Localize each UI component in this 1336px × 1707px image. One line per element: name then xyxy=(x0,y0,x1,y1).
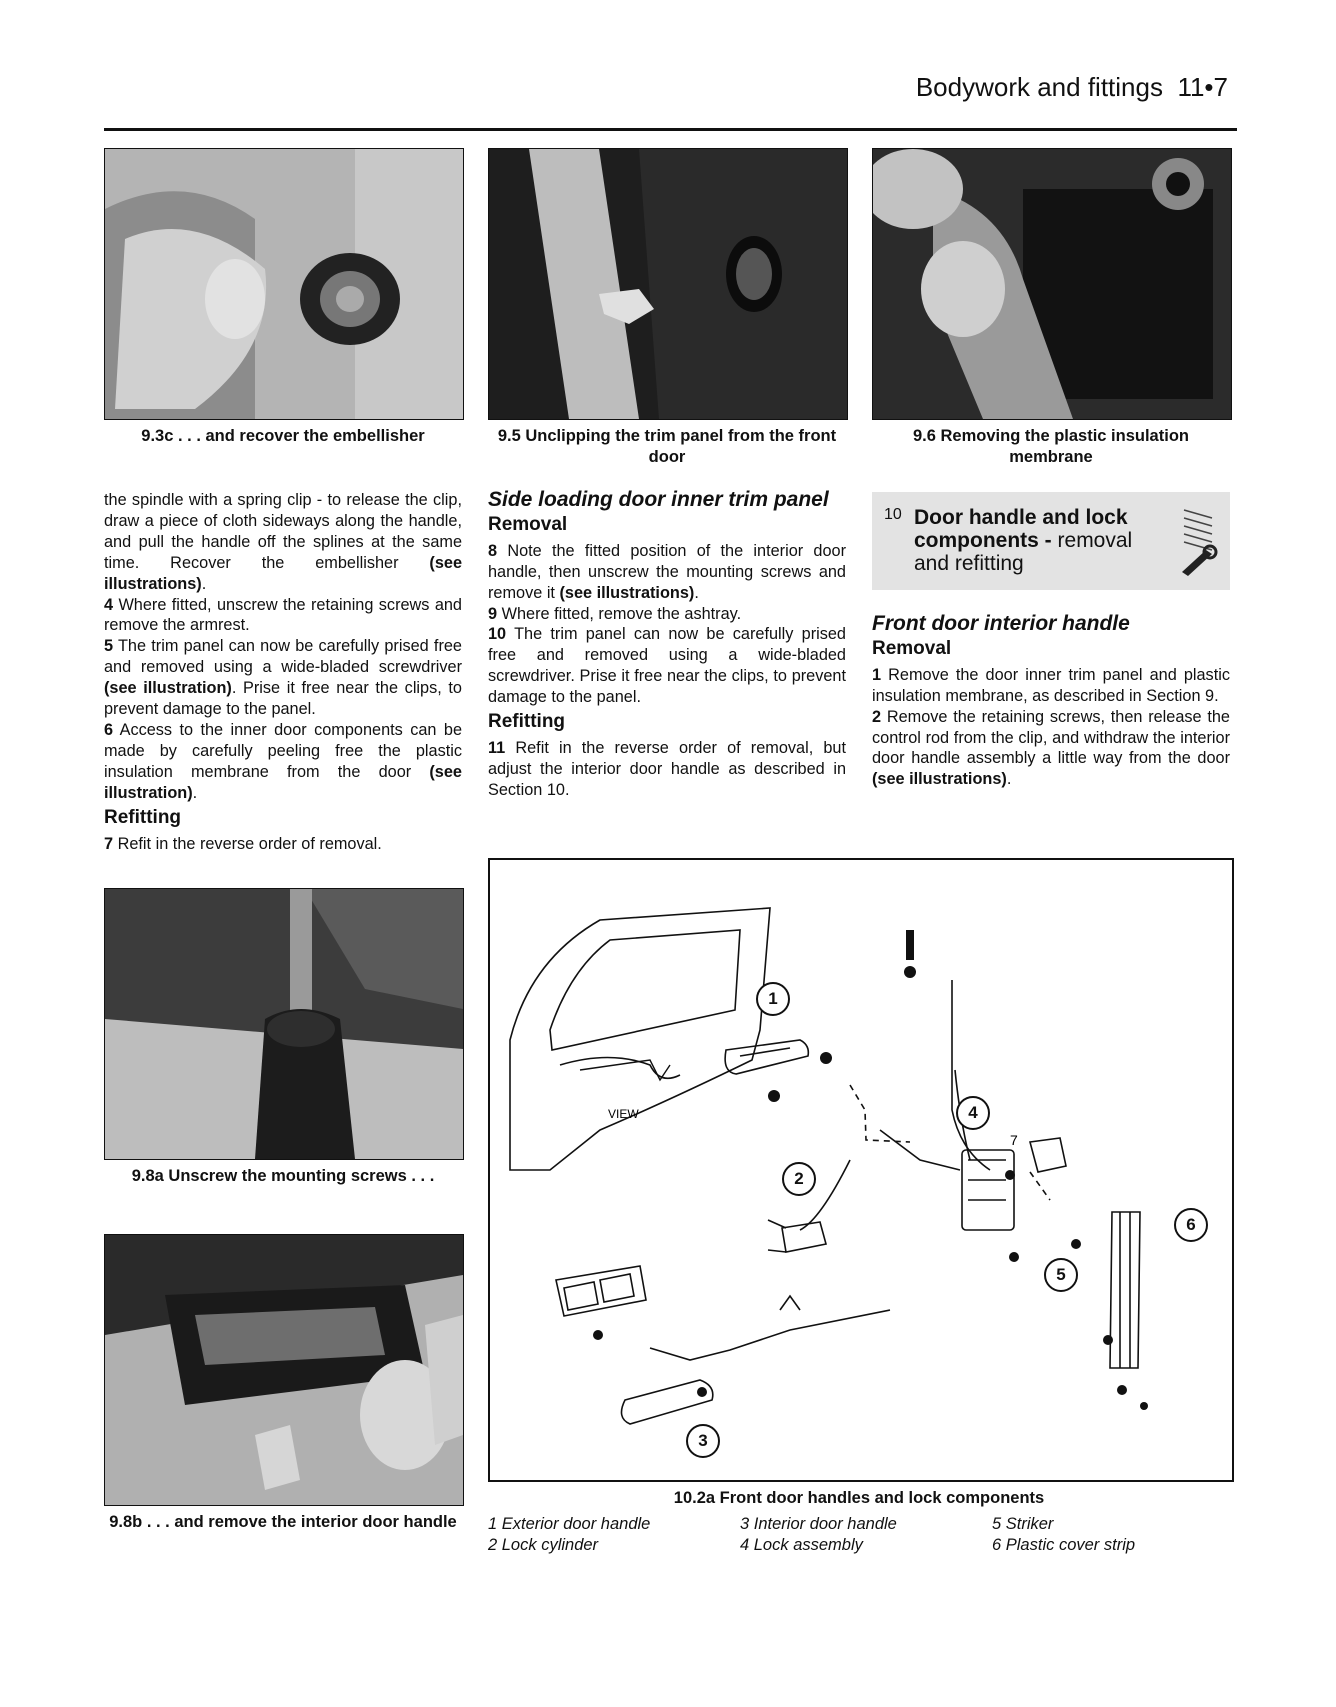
section-heading: Front door interior handle xyxy=(872,612,1130,635)
section-10-header xyxy=(872,492,1230,590)
paragraph: 10 The trim panel can now be carefully prised free and removed using a wide-bladed screwdriver. Prise it free near the clips, to prevent damage to the panel. xyxy=(488,625,846,707)
refitting-heading: Refitting xyxy=(104,806,182,828)
callout-1: 1 xyxy=(756,982,790,1016)
removal-heading: Removal xyxy=(872,637,952,659)
photo-9-3c xyxy=(104,148,464,420)
caption-10-2a: 10.2a Front door handles and lock components xyxy=(673,1489,1045,1507)
section-title: Door handle and lock components - removal and refitting xyxy=(914,506,1133,575)
paragraph: 2 Remove the retaining screws, then release the control rod from the clip, and withdraw the interior door handle assembly a little way from the door (see illustrations). xyxy=(872,707,1230,789)
caption-9-3c: 9.3c . . . and recover the embellisher xyxy=(141,427,425,445)
legend-item: 3 Interior door handle xyxy=(740,1515,897,1533)
photo-9-8a xyxy=(104,888,464,1160)
callout-2: 2 xyxy=(782,1162,816,1196)
paragraph: 8 Note the fitted position of the interior door handle, then unscrew the mounting screws and remove it (see illustrations). xyxy=(488,541,846,602)
paragraph: 5 The trim panel can now be carefully prised free and removed using a wide-bladed screwdriver (see illustration). Prise it free near the clips, to prevent damage to the panel. xyxy=(104,637,462,719)
paragraph: 9 Where fitted, remove the ashtray. xyxy=(488,604,742,623)
caption-9-8a: 9.8a Unscrew the mounting screws . . . xyxy=(131,1167,435,1185)
callout-6: 6 xyxy=(1174,1208,1208,1242)
paragraph: 4 Where fitted, unscrew the retaining screws and remove the armrest. xyxy=(104,595,462,635)
legend-item: 6 Plastic cover strip xyxy=(992,1536,1136,1554)
legend-item: 1 Exterior door handle xyxy=(488,1515,651,1533)
legend-col-2 xyxy=(740,1514,980,1556)
paragraph: 11 Refit in the reverse order of removal, but adjust the interior door handle as described in Section 10. xyxy=(488,738,846,799)
removal-heading: Removal xyxy=(488,513,568,535)
section-number: 10 xyxy=(884,506,902,523)
paragraph: 6 Access to the inner door components can be made by carefully peeling free the plastic insulation membrane from the door (see illustration). xyxy=(104,720,462,802)
column-1-text xyxy=(104,490,462,854)
column-3-text xyxy=(872,614,1230,790)
part-7-label: 7 xyxy=(1010,1132,1018,1148)
paragraph: 1 Remove the door inner trim panel and plastic insulation membrane, as described in Section 9. xyxy=(872,665,1230,705)
caption-9-5: 9.5 Unclipping the trim panel from the front door xyxy=(497,427,837,466)
refitting-heading: Refitting xyxy=(488,711,566,733)
callout-3: 3 xyxy=(686,1424,720,1458)
legend-col-1 xyxy=(488,1514,728,1556)
view-label: VIEW xyxy=(608,1107,639,1121)
header-rule xyxy=(104,128,1237,131)
spanner-icon xyxy=(1176,502,1220,580)
legend-item: 5 Striker xyxy=(992,1515,1054,1533)
page-header xyxy=(916,72,1228,103)
section-heading: Side loading door inner trim panel xyxy=(488,488,829,511)
callout-5: 5 xyxy=(1044,1258,1078,1292)
header-title: Bodywork and fittings xyxy=(915,72,1163,102)
callout-4: 4 xyxy=(956,1096,990,1130)
photo-9-8b xyxy=(104,1234,464,1506)
caption-9-6: 9.6 Removing the plastic insulation membrane xyxy=(913,427,1189,466)
exploded-diagram xyxy=(488,858,1234,1482)
caption-9-8b: 9.8b . . . and remove the interior door handle xyxy=(109,1513,457,1531)
legend-col-3 xyxy=(992,1514,1232,1556)
photo-9-5 xyxy=(488,148,848,420)
legend-item: 4 Lock assembly xyxy=(740,1536,863,1554)
paragraph: 7 Refit in the reverse order of removal. xyxy=(104,834,382,853)
paragraph: the spindle with a spring clip - to release the clip, draw a piece of cloth sideways along the handle, and pull the handle off the splines at the same time. Recover the embellisher (see illustrations). xyxy=(104,491,462,593)
page-number: 11•7 xyxy=(1177,72,1228,102)
column-2-text xyxy=(488,490,846,801)
legend-item: 2 Lock cylinder xyxy=(488,1536,599,1554)
photo-9-6 xyxy=(872,148,1232,420)
